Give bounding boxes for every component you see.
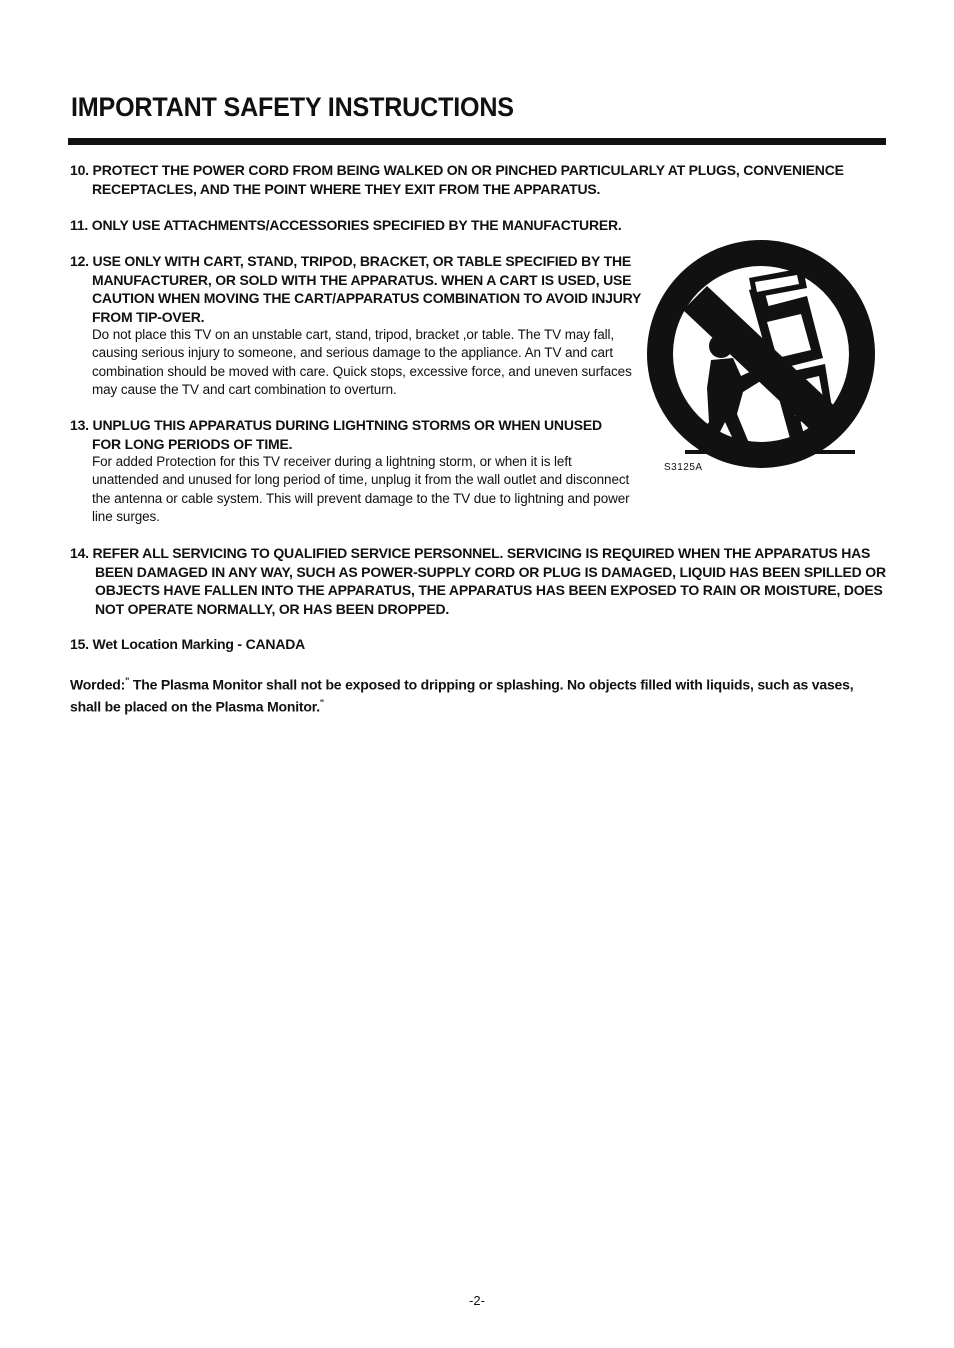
title-rule [68,138,886,145]
instruction-15: 15. Wet Location Marking - CANADA [70,636,306,652]
instruction-12-body: Do not place this TV on an unstable cart, stand, tripod, bracket ,or table. The TV may fall, causing serious injury to someone, and serious damage to the appliance. An TV and cart combination should be moved with care. Quick stops, excessive force, and uneven surfaces may cause the TV and cart combination to overturn. [92,327,632,397]
close-quote: " [319,698,324,709]
instruction-13-heading: 13. UNPLUG THIS APPARATUS DURING LIGHTNING STORMS OR WHEN UNUSED FOR LONG PERIODS OF TIME. [70,417,602,452]
open-quote: " [125,676,130,686]
instruction-13-body: For added Protection for this TV receiver during a lightning storm, or when it is left unattended and unused for long period of time, unplug it from the wall outlet and disconnect the antenna or cable system. This will prevent damage to the TV due to lightning and power line surges. [92,454,630,524]
instruction-10: 10. PROTECT THE POWER CORD FROM BEING WALKED ON OR PINCHED PARTICULARLY AT PLUGS, CONVENIENCE RECEPTACLES, AND THE POINT WHERE THEY EXIT FROM THE APPARATUS. [70,162,844,197]
instruction-11: 11. ONLY USE ATTACHMENTS/ACCESSORIES SPECIFIED BY THE MANUFACTURER. [70,217,622,233]
instruction-12 [70,252,648,399]
worded-text: The Plasma Monitor shall not be exposed to dripping or splashing. No objects filled with liquids, such as vases, shall be placed on the Plasma Monitor. [70,676,854,715]
no-cart-tip-over-icon [645,238,877,470]
instruction-12-heading: 12. USE ONLY WITH CART, STAND, TRIPOD, BRACKET, OR TABLE SPECIFIED BY THE MANUFACTURER, OR SOLD WITH THE APPARATUS. WHEN A CART IS USED, USE CAUTION WHEN MOVING THE CART/APPARATUS COMBINATION TO AVOID INJURY FROM TIP-OVER. [70,253,641,325]
worded-statement [70,672,860,716]
worded-label: Worded: [70,676,126,693]
figure-code: S3125A [664,462,703,473]
instruction-14: 14. REFER ALL SERVICING TO QUALIFIED SERVICE PERSONNEL. SERVICING IS REQUIRED WHEN THE APPARATUS HAS BEEN DAMAGED IN ANY WAY, SUCH AS POWER-SUPPLY CORD OR PLUG IS DAMAGED, LIQUID HAS BEEN SPILLED OR OBJECTS HAVE FALLEN INTO THE APPARATUS, THE APPARATUS HAS BEEN EXPOSED TO RAIN OR MOISTURE, DOES NOT OPERATE NORMALLY, OR HAS BEEN DROPPED. [70,545,886,617]
instruction-13 [70,416,630,526]
page-number: -2- [469,1293,485,1308]
page-title: IMPORTANT SAFETY INSTRUCTIONS [71,92,514,122]
